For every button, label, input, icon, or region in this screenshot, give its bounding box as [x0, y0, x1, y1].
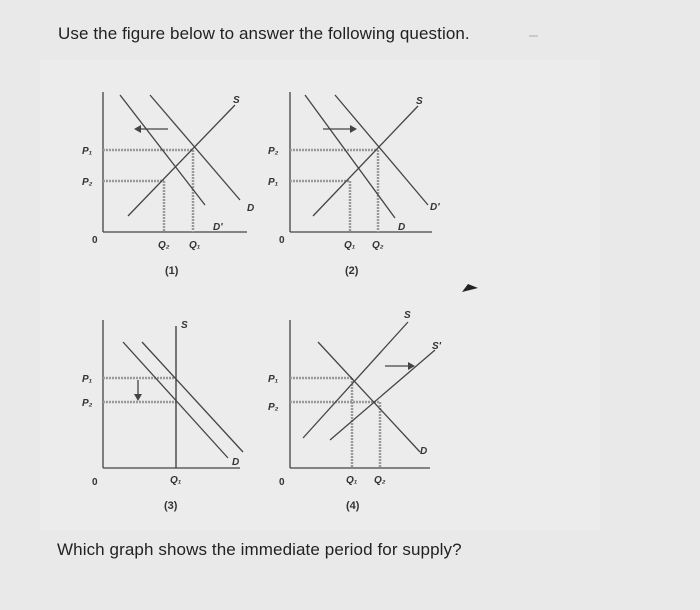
panel-3-demand-label: D	[232, 457, 240, 468]
panel-2-demand-label: D'	[430, 202, 440, 213]
panel-2-quantity-label: Q₁	[344, 240, 356, 251]
figure-background	[40, 60, 600, 530]
panel-2-origin: 0	[279, 235, 285, 246]
panel-2-price-label: P₁	[268, 177, 279, 188]
panel-1-number: (1)	[165, 265, 179, 277]
panel-4-number: (4)	[346, 500, 360, 512]
panel-2-supply-label: S	[416, 96, 423, 107]
panel-1-price-label: P₁	[82, 146, 93, 157]
panel-1-origin: 0	[92, 235, 98, 246]
panel-4-quantity-label: Q₁	[346, 475, 358, 486]
panel-3-price-label: P₂	[82, 398, 93, 409]
panel-4-origin: 0	[279, 477, 285, 488]
panel-4-demand-label: D	[420, 446, 428, 457]
panel-1-price-label: P₂	[82, 177, 93, 188]
panel-2-number: (2)	[345, 265, 359, 277]
panel-3-number: (3)	[164, 500, 178, 512]
panel-1-quantity-label: Q₂	[158, 240, 170, 251]
panel-1-quantity-label: Q₁	[189, 240, 201, 251]
question-text: Which graph shows the immediate period for supply?	[57, 540, 462, 559]
panel-4-quantity-label: Q₂	[374, 475, 386, 486]
panel-3-quantity-label: Q₁	[170, 475, 182, 486]
panel-1-demand-label: D'	[213, 222, 223, 233]
panel-2-quantity-label: Q₂	[372, 240, 384, 251]
instruction-text: Use the figure below to answer the following question.	[58, 24, 470, 43]
panel-4-supply-label: S'	[432, 341, 442, 352]
panel-3-supply-label: S	[181, 320, 188, 331]
panel-2-demand-label: D	[398, 222, 406, 233]
panel-1-supply-label: S	[233, 95, 240, 106]
panel-4-supply-label: S	[404, 310, 411, 321]
panel-3-origin: 0	[92, 477, 98, 488]
panel-4-price-label: P₂	[268, 402, 279, 413]
panel-1-demand-label: D	[247, 203, 255, 214]
panel-3-price-label: P₁	[82, 374, 93, 385]
panel-2-price-label: P₂	[268, 146, 279, 157]
panel-4-price-label: P₁	[268, 374, 279, 385]
